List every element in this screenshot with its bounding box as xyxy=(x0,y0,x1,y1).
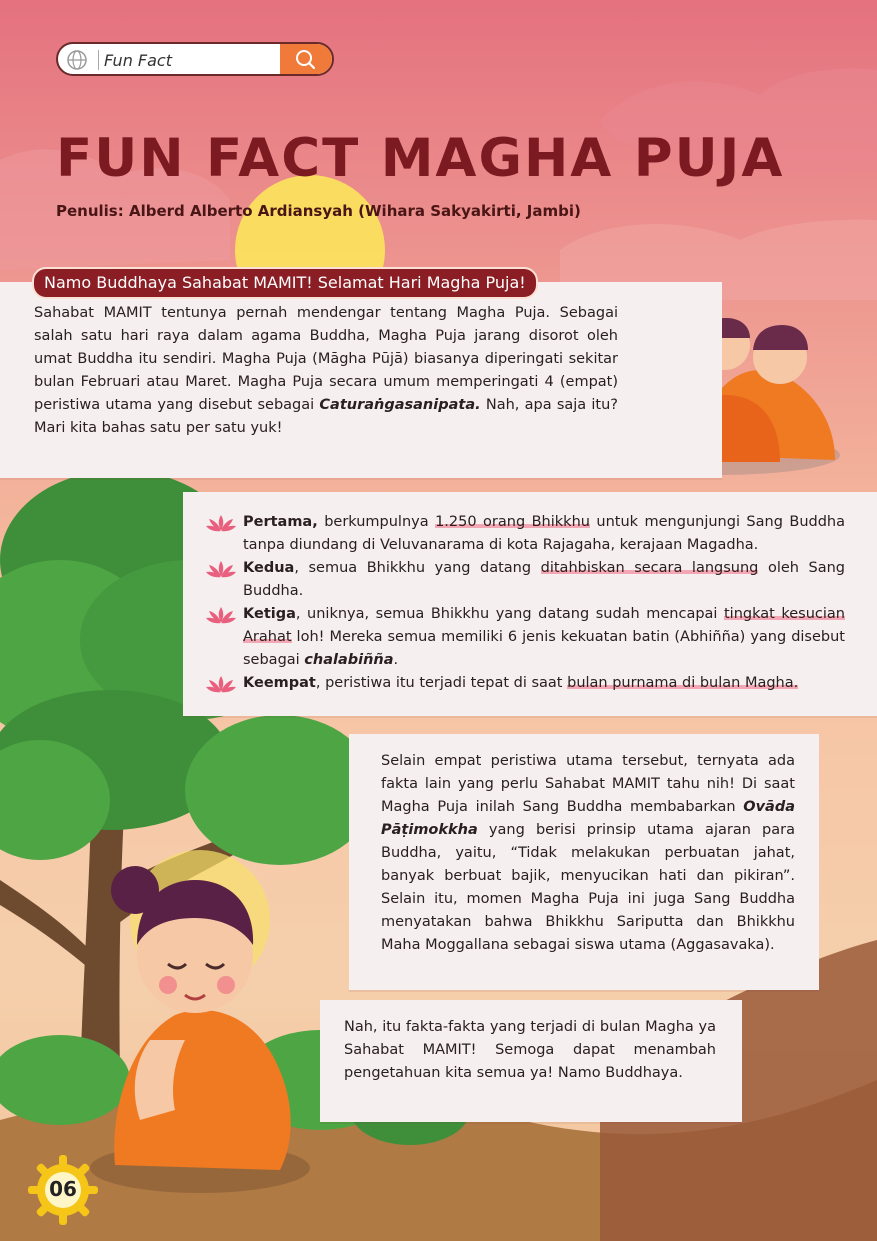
intro-card xyxy=(0,282,722,478)
search-input[interactable]: Fun Fact xyxy=(104,51,172,70)
events-card xyxy=(183,492,877,716)
event-item-2: Kedua, semua Bhikkhu yang datang ditahbiskan secara langsung oleh Sang Buddha. xyxy=(203,557,845,603)
lotus-icon xyxy=(205,513,237,533)
page-number-badge xyxy=(26,1153,100,1227)
lotus-icon xyxy=(205,559,237,579)
lotus-icon xyxy=(205,605,237,625)
search-icon xyxy=(280,44,332,76)
search-bar[interactable] xyxy=(56,42,334,76)
author-line: Penulis: Alberd Alberto Ardiansyah (Wihara Sakyakirti, Jambi) xyxy=(56,202,581,220)
extra-facts-text: Selain empat peristiwa utama tersebut, ternyata ada fakta lain yang perlu Sahabat MAMIT tahu nih! Di saat Magha Puja inilah Sang Buddha membabarkan Ovāda Pāṭimokkha yang berisi prinsip utama ajaran para Buddha, yaitu, “Tidak melakukan perbuatan jahat, banyak berbuat bajik, menyucikan hati dan pikiran”. Selain itu, momen Magha Puja ini juga Sang Buddha menyatakan bahwa Bhikkhu Sariputta dan Bhikkhu Maha Moggallana sebagai siswa utama (Aggasavaka). xyxy=(381,753,795,953)
extra-term: Ovāda Pāṭimokkha xyxy=(381,799,795,838)
event-item-4: Keempat, peristiwa itu terjadi tepat di saat bulan purnama di bulan Magha. xyxy=(203,672,845,695)
intro-term: Caturaṅgasanipata. xyxy=(319,397,481,413)
closing-text: Nah, itu fakta-fakta yang terjadi di bulan Magha ya Sahabat MAMIT! Semoga dapat menambah pengetahuan kita semua ya! Namo Buddhaya. xyxy=(344,1019,716,1081)
event-item-1: Pertama, berkumpulnya 1.250 orang Bhikkhu untuk mengunjungi Sang Buddha tanpa diundang di Veluvanarama di kota Rajagaha, kerajaan Magadha. xyxy=(203,511,845,557)
extra-facts-card xyxy=(349,734,819,990)
search-button[interactable] xyxy=(280,44,332,76)
page-title: FUN FACT MAGHA PUJA xyxy=(56,128,785,189)
search-divider xyxy=(98,50,99,70)
intro-text: Sahabat MAMIT tentunya pernah mendengar tentang Magha Puja. Sebagai salah satu hari raya dalam agama Buddha, Magha Puja jarang disorot oleh umat Buddha itu sendiri. Magha Puja (Māgha Pūjā) biasanya diperingati sekitar bulan Februari atau Maret. Magha Puja secara umum memperingati 4 (empat) peristiwa utama yang disebut sebagai Caturaṅgasanipata. Nah, apa saja itu? Mari kita bahas satu per satu yuk! xyxy=(34,305,618,436)
closing-card xyxy=(320,1000,742,1122)
event-item-3: Ketiga, uniknya, semua Bhikkhu yang datang sudah mencapai tingkat kesucian Arahat loh! Mereka semua memiliki 6 jenis kekuatan batin (Abhiñña) yang disebut sebagai chalabiñña. xyxy=(203,603,845,672)
globe-icon xyxy=(66,49,88,71)
lotus-icon xyxy=(205,674,237,694)
page-number: 06 xyxy=(49,1177,77,1201)
greeting-banner: Namo Buddhaya Sahabat MAMIT! Selamat Hari Magha Puja! xyxy=(32,267,538,299)
